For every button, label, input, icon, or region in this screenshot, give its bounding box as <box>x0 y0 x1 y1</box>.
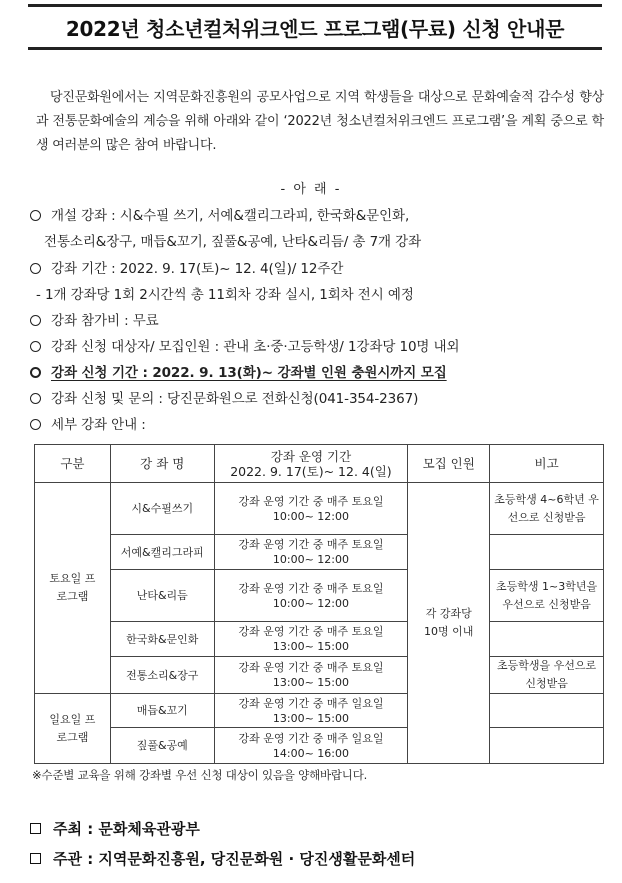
note-cell-empty <box>490 535 604 570</box>
course-name: 짚풀&공예 <box>110 728 214 764</box>
course-period <box>214 535 408 570</box>
square-bullet-icon <box>30 823 41 834</box>
group-sunday <box>35 694 111 764</box>
notice-heading: - 아 래 - <box>280 182 342 197</box>
title-box <box>28 4 602 50</box>
table-row <box>35 483 604 535</box>
header-period-line2: 2022. 9. 17(토)~ 12. 4(일) <box>230 463 392 479</box>
note-cell-empty <box>490 728 604 764</box>
item-inquiry <box>30 387 418 407</box>
course-name: 전통소리&장구 <box>110 657 214 694</box>
note-text-1: 초등학생 4~6학년 우선으로 신청받음 <box>494 492 599 524</box>
header-period <box>214 445 408 483</box>
group-saturday <box>35 483 111 694</box>
course-period <box>214 728 408 764</box>
item-fee <box>30 309 159 329</box>
note-cell-empty <box>490 622 604 657</box>
item-period-text: 강좌 기간 : 2022. 9. 17(토)~ 12. 4(일)/ 12주간 <box>51 261 344 277</box>
item-period-detail: - 1개 강좌당 1회 2시간씩 총 11회차 강좌 실시, 1회차 전시 예정 <box>36 287 414 303</box>
note-cell-empty <box>490 694 604 728</box>
table-row <box>35 570 604 622</box>
table-row <box>35 728 604 764</box>
item-fee-text: 강좌 참가비 : 무료 <box>51 313 159 329</box>
circle-bullet-icon <box>30 263 41 274</box>
schedule-table <box>34 444 604 764</box>
course-period-days: 강좌 운영 기간 중 매주 일요일 <box>238 731 384 745</box>
circle-bullet-icon <box>30 367 41 378</box>
course-period-time: 14:00~ 16:00 <box>272 746 350 760</box>
item-detail <box>30 413 146 433</box>
item-apply-period <box>30 361 447 381</box>
item-target-text: 강좌 신청 대상자/ 모집인원 : 관내 초·중·고등학생/ 1강좌당 10명 내외 <box>51 339 460 355</box>
page-title: 2022년 청소년컬처위크엔드 프로그램(무료) 신청 안내문 <box>65 16 565 41</box>
table-row <box>35 535 604 570</box>
note-text-2: 초등학생 1~3학년을 우선으로 신청받음 <box>496 579 598 611</box>
course-period-time: 13:00~ 15:00 <box>272 711 350 725</box>
course-period-time: 10:00~ 12:00 <box>272 596 350 610</box>
item-target <box>30 335 459 355</box>
footnote: ※수준별 교육을 위해 강좌별 우선 신청 대상이 있음을 양해바랍니다. <box>32 768 368 782</box>
circle-bullet-icon <box>30 419 41 430</box>
organizer-text: 주관 : 지역문화진흥원, 당진문화원 · 당진생활문화센터 <box>53 850 416 868</box>
header-course: 강 좌 명 <box>110 445 214 483</box>
note-cell <box>490 657 604 694</box>
course-period-days: 강좌 운영 기간 중 매주 토요일 <box>238 538 384 551</box>
host-line <box>30 818 200 839</box>
note-cell <box>490 570 604 622</box>
organizer-line <box>30 848 415 869</box>
circle-bullet-icon <box>30 210 41 221</box>
table-row <box>35 622 604 657</box>
intro-paragraph: 당진문화원에서는 지역문화진흥원의 공모사업으로 지역 학생들을 대상으로 문화예술적 감수성 향상과 전통문화예술의 계승을 위해 아래와 같이 ‘2022년 청소년컬처위크엔드 프로그램’을 계획 중으로 학생 여러분의 많은 참여 바랍니다. <box>36 90 604 153</box>
item-courses <box>30 204 409 224</box>
circle-bullet-icon <box>30 341 41 352</box>
item-courses-text: 개설 강좌 : 시&수필 쓰기, 서예&캘리그라피, 한국화&문인화, <box>51 208 410 224</box>
item-courses-cont: 전통소리&장구, 매듭&꼬기, 짚풀&공예, 난타&리듬/ 총 7개 강좌 <box>44 234 422 250</box>
course-period-time: 10:00~ 12:00 <box>272 553 350 566</box>
note-text-3: 초등학생을 우선으로 신청받음 <box>497 659 597 690</box>
square-bullet-icon <box>30 853 41 864</box>
item-apply-period-text: 강좌 신청 기간 : 2022. 9. 13(화)~ 강좌별 인원 충원시까지 모집 <box>51 365 447 381</box>
course-period <box>214 657 408 694</box>
header-note: 비고 <box>490 445 604 483</box>
header-capacity: 모집 인원 <box>408 445 490 483</box>
course-period <box>214 570 408 622</box>
course-name: 서예&캘리그라피 <box>110 535 214 570</box>
group-saturday-label: 토요일 프로그램 <box>49 572 96 603</box>
course-period-time: 10:00~ 12:00 <box>272 509 350 523</box>
circle-bullet-icon <box>30 393 41 404</box>
course-period-time: 13:00~ 15:00 <box>272 640 350 653</box>
group-sunday-label: 일요일 프로그램 <box>49 712 96 744</box>
course-period-days: 강좌 운영 기간 중 매주 토요일 <box>238 625 384 638</box>
capacity-label: 각 강좌당 10명 이내 <box>424 607 474 638</box>
item-inquiry-text: 강좌 신청 및 문의 : 당진문화원으로 전화신청(041-354-2367) <box>51 391 419 407</box>
course-name: 시&수필쓰기 <box>110 483 214 535</box>
circle-bullet-icon <box>30 315 41 326</box>
header-division: 구분 <box>35 445 111 483</box>
course-period-time: 13:00~ 15:00 <box>272 676 350 689</box>
note-cell <box>490 483 604 535</box>
course-name: 난타&리듬 <box>110 570 214 622</box>
table-row <box>35 694 604 728</box>
course-name: 매듭&꼬기 <box>110 694 214 728</box>
item-detail-text: 세부 강좌 안내 : <box>51 417 146 433</box>
table-row <box>35 657 604 694</box>
course-period-days: 강좌 운영 기간 중 매주 토요일 <box>238 494 384 508</box>
course-period-days: 강좌 운영 기간 중 매주 토요일 <box>238 581 384 595</box>
host-text: 주최 : 문화체육관광부 <box>53 820 200 838</box>
course-period-days: 강좌 운영 기간 중 매주 토요일 <box>238 661 384 674</box>
item-period <box>30 257 343 277</box>
capacity-cell <box>408 483 490 764</box>
course-period <box>214 483 408 535</box>
course-period <box>214 622 408 657</box>
course-period <box>214 694 408 728</box>
course-period-days: 강좌 운영 기간 중 매주 일요일 <box>238 696 384 710</box>
header-period-line1: 강좌 운영 기간 <box>270 448 352 464</box>
course-name: 한국화&문인화 <box>110 622 214 657</box>
